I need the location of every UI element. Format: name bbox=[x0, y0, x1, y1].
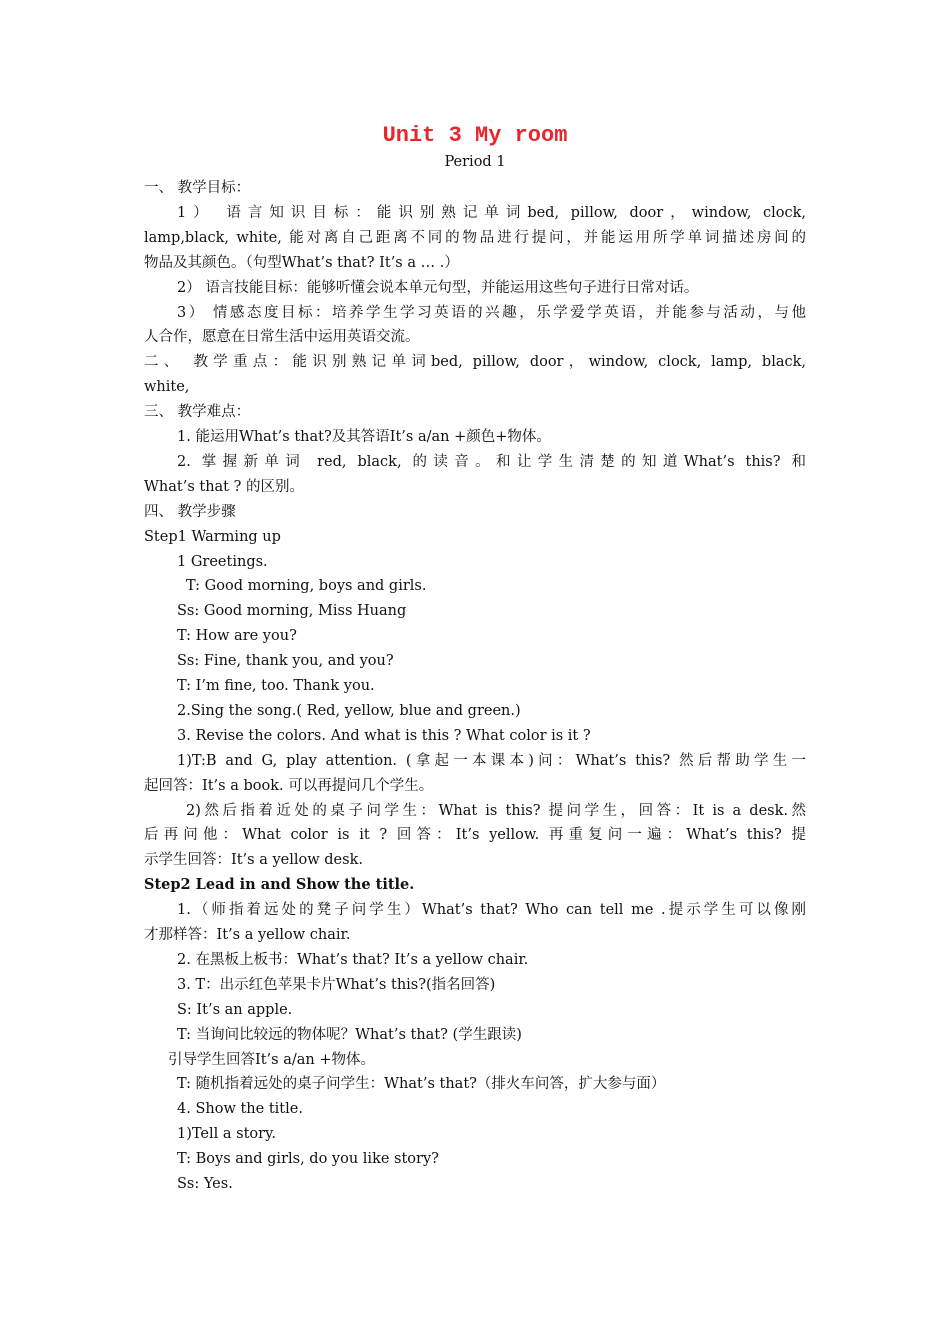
dialogue-line: T: 当询问比较远的物体呢？What’s that? (学生跟读) bbox=[177, 1026, 522, 1043]
dialogue-line: Ss: Good morning, Miss Huang bbox=[177, 603, 407, 620]
paragraph-line: 3. T：出示红色苹果卡片What’s this?(指名回答) bbox=[177, 976, 496, 993]
dialogue-line: T: Boys and girls, do you like story? bbox=[177, 1151, 439, 1168]
section-heading-difficulties: 三、 教学难点： bbox=[144, 404, 251, 421]
paragraph-line: 人合作，愿意在日常生活中运用英语交流。 bbox=[144, 329, 420, 346]
section-heading-steps: 四、 教学步骤 bbox=[144, 503, 236, 520]
paragraph-line: 物品及其颜色。（句型What’s that? It’s a … .） bbox=[144, 254, 459, 271]
paragraph-line: 3. Revise the colors. And what is this ? What color is it ? bbox=[177, 727, 591, 744]
paragraph-line: white, bbox=[144, 379, 190, 396]
dialogue-line: T: Good morning, boys and girls. bbox=[186, 578, 427, 595]
section-heading-objectives: 一、 教学目标： bbox=[144, 180, 251, 196]
dialogue-line: T: I’m fine, too. Thank you. bbox=[177, 678, 375, 695]
paragraph-line: 1)Tell a story. bbox=[177, 1126, 276, 1143]
paragraph-line: 示学生回答：It’s a yellow desk. bbox=[144, 852, 363, 869]
paragraph-line: 引导学生回答It’s a/an +物体。 bbox=[168, 1051, 375, 1068]
paragraph-line: 后再问他：What color is it ? 回答：It’s yellow. 再重复问一遍：What’s this? 提 bbox=[144, 827, 806, 844]
paragraph-line: 1 Greetings. bbox=[177, 553, 268, 570]
paragraph-line: 2） 语言技能目标：能够听懂会说本单元句型，并能运用这些句子进行日常对话。 bbox=[177, 279, 699, 296]
paragraph-line: 2. 掌握新单词 red, black, 的读音。和让学生清楚的知道What’s this? 和 bbox=[177, 453, 806, 470]
paragraph-line: lamp,black, white, 能对离自己距离不同的物品进行提问，并能运用所学单词描述房间的 bbox=[144, 229, 806, 246]
dialogue-line: S: It’s an apple. bbox=[177, 1001, 293, 1018]
paragraph-line: 4. Show the title. bbox=[177, 1101, 303, 1118]
paragraph-line: 起回答：It’s a book. 可以再提问几个学生。 bbox=[144, 777, 434, 794]
paragraph-line: 1） 语言知识目标：能识别熟记单词bed, pillow, door，window, clock, bbox=[177, 204, 806, 221]
paragraph-line: 1)T:B and G, play attention. (拿起一本课本)问：What’s this? 然后帮助学生一 bbox=[177, 752, 806, 769]
step-heading: Step2 Lead in and Show the title. bbox=[144, 876, 415, 894]
period-label: Period 1 bbox=[444, 154, 506, 170]
step-heading: Step1 Warming up bbox=[144, 528, 281, 545]
paragraph-line: 2. 在黑板上板书：What’s that? It’s a yellow chair. bbox=[177, 951, 529, 968]
paragraph-line: 1. 能运用What’s that?及其答语It’s a/an +颜色+物体。 bbox=[177, 429, 551, 445]
dialogue-line: T: 随机指着远处的桌子问学生：What’s that?（排火车问答，扩大参与面） bbox=[177, 1076, 666, 1093]
document-title: Unit 3 My room bbox=[382, 123, 568, 148]
document-body bbox=[144, 176, 806, 1197]
dialogue-line: Ss: Fine, thank you, and you? bbox=[177, 653, 394, 670]
paragraph-line: 1.（师指着远处的凳子问学生）What’s that? Who can tell me .提示学生可以像刚 bbox=[177, 902, 806, 919]
dialogue-line: Ss: Yes. bbox=[177, 1176, 233, 1193]
paragraph-line: 才那样答：It’s a yellow chair. bbox=[144, 927, 351, 944]
paragraph-line: 3） 情感态度目标：培养学生学习英语的兴趣，乐学爱学英语，并能参与活动，与他 bbox=[177, 304, 806, 321]
paragraph-line: 2)然后指着近处的桌子问学生：What is this? 提问学生，回答：It is a desk.然 bbox=[186, 802, 806, 819]
dialogue-line: T: How are you? bbox=[177, 628, 297, 645]
paragraph-line: What’s that ? 的区别。 bbox=[144, 478, 305, 495]
paragraph-line: 2.Sing the song.( Red, yellow, blue and green.) bbox=[177, 702, 521, 719]
section-heading-key-points: 二、 教学重点：能识别熟记单词bed, pillow, door，window, clock, lamp, black, bbox=[144, 354, 806, 371]
